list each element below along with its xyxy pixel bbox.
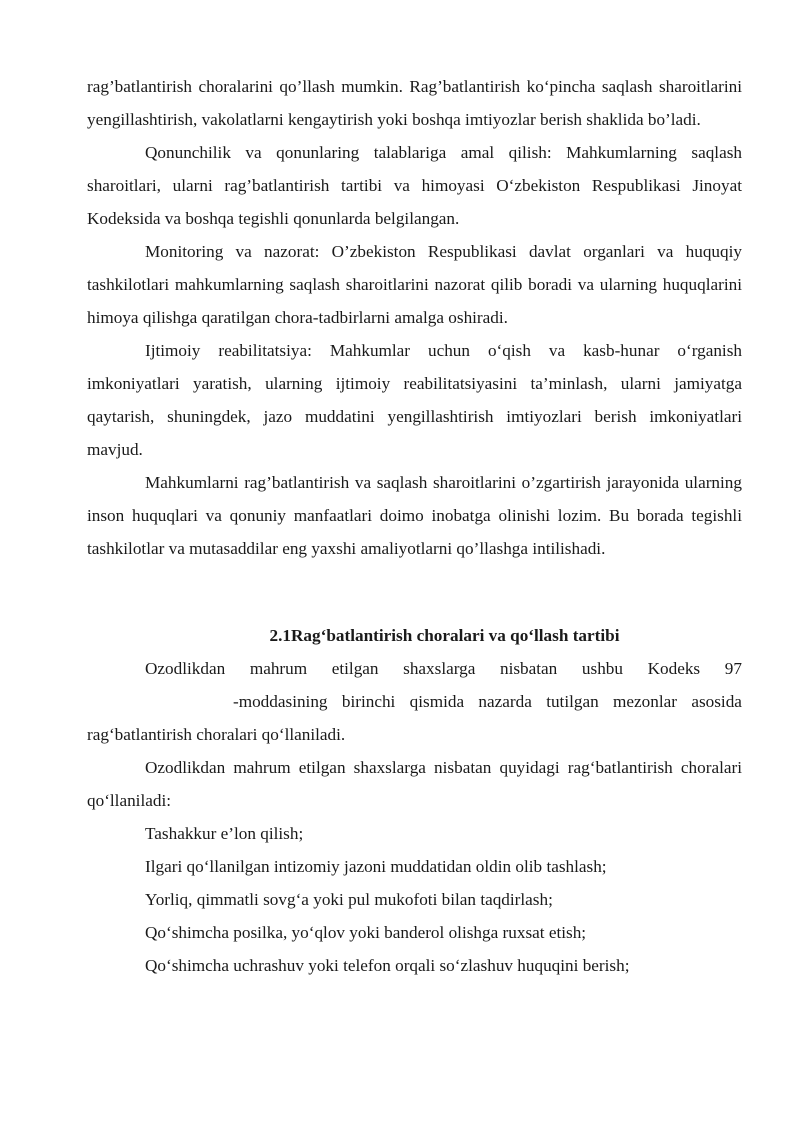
- paragraph-monitoring: Monitoring va nazorat: O’zbekiston Respublikasi davlat organlari va huquqiy tashkilotlari mahkumlarning saqlash sharoitlarini nazorat qilib boradi va ularning huquqlarini himoya qilishga qaratilgan chora-tadbirlarni amalga oshiradi.: [87, 242, 742, 327]
- section-heading: 2.1Rag‘batlantirish choralari va qo‘llash tartibi: [269, 626, 620, 645]
- word: mahrum: [249, 659, 308, 678]
- list-item: Qo‘shimcha uchrashuv yoki telefon orqali so‘zlashuv huquqini berish;: [145, 956, 630, 975]
- kodeks-line-3: rag‘batlantirish choralari qo‘llaniladi.: [87, 725, 346, 744]
- word: etilgan: [331, 659, 379, 678]
- list-item: Qo‘shimcha posilka, yo‘qlov yoki banderol olishga ruxsat etish;: [145, 923, 587, 942]
- word: nisbatan: [500, 659, 558, 678]
- word: mezonlar: [613, 692, 677, 711]
- word: birinchi: [341, 692, 396, 711]
- paragraph-rehabilitation: Ijtimoiy reabilitatsiya: Mahkumlar uchun o‘qish va kasb-hunar o‘rganish imkoniyatlari yaratish, ularning ijtimoiy reabilitatsiyasini ta’minlash, ularni jamiyatga qaytarish, shuningdek, jazo muddatini yengillashtirish imtiyozlari berish imkoniyatlari mavjud.: [87, 341, 742, 459]
- paragraph-intro: Ozodlikdan mahrum etilgan shaxslarga nisbatan quyidagi rag‘batlantirish choralari qo‘llaniladi:: [87, 758, 742, 810]
- word: tutilgan: [546, 692, 599, 711]
- word: -moddasining: [233, 692, 328, 711]
- word: asosida: [691, 692, 742, 711]
- list-item: Yorliq, qimmatli sovg‘a yoki pul mukofoti bilan taqdirlash;: [145, 890, 553, 909]
- section-spacer: [87, 565, 742, 619]
- word: Kodeks: [647, 659, 701, 678]
- kodeks-line-1: [87, 652, 742, 685]
- list-item: Ilgari qo‘llanilgan intizomiy jazoni muddatidan oldin olib tashlash;: [145, 857, 607, 876]
- word: qismida: [409, 692, 465, 711]
- list-item: Tashakkur e’lon qilish;: [145, 824, 304, 843]
- paragraph-legislation: Qonunchilik va qonunlaring talablariga amal qilish: Mahkumlarning saqlash sharoitlari, ularni rag’batlantirish tartibi va himoyasi O‘zbekiston Respublikasi Jinoyat Kodeksida va boshqa tegishli qonunlarda belgilangan.: [87, 143, 742, 228]
- word: shaxslarga: [403, 659, 476, 678]
- kodeks-line-2: [87, 685, 742, 718]
- word: Ozodlikdan: [145, 659, 226, 678]
- word: ushbu: [581, 659, 623, 678]
- word: nazarda: [478, 692, 532, 711]
- word: 97: [724, 659, 742, 678]
- paragraph-continuation: rag’batlantirish choralarini qo’llash mumkin. Rag’batlantirish ko‘pincha saqlash sharoitlarini yengillashtirish, vakolatlarni kengaytirish yoki boshqa imtiyozlar berish shaklida bo’ladi.: [87, 77, 742, 129]
- paragraph-rights: Mahkumlarni rag’batlantirish va saqlash sharoitlarini o’zgartirish jarayonida ularning inson huquqlari va qonuniy manfaatlari doimo inobatga olinishi lozim. Bu borada tegishli tashkilotlar va mutasaddilar eng yaxshi amaliyotlarni qo’llashga intilishadi.: [87, 473, 742, 558]
